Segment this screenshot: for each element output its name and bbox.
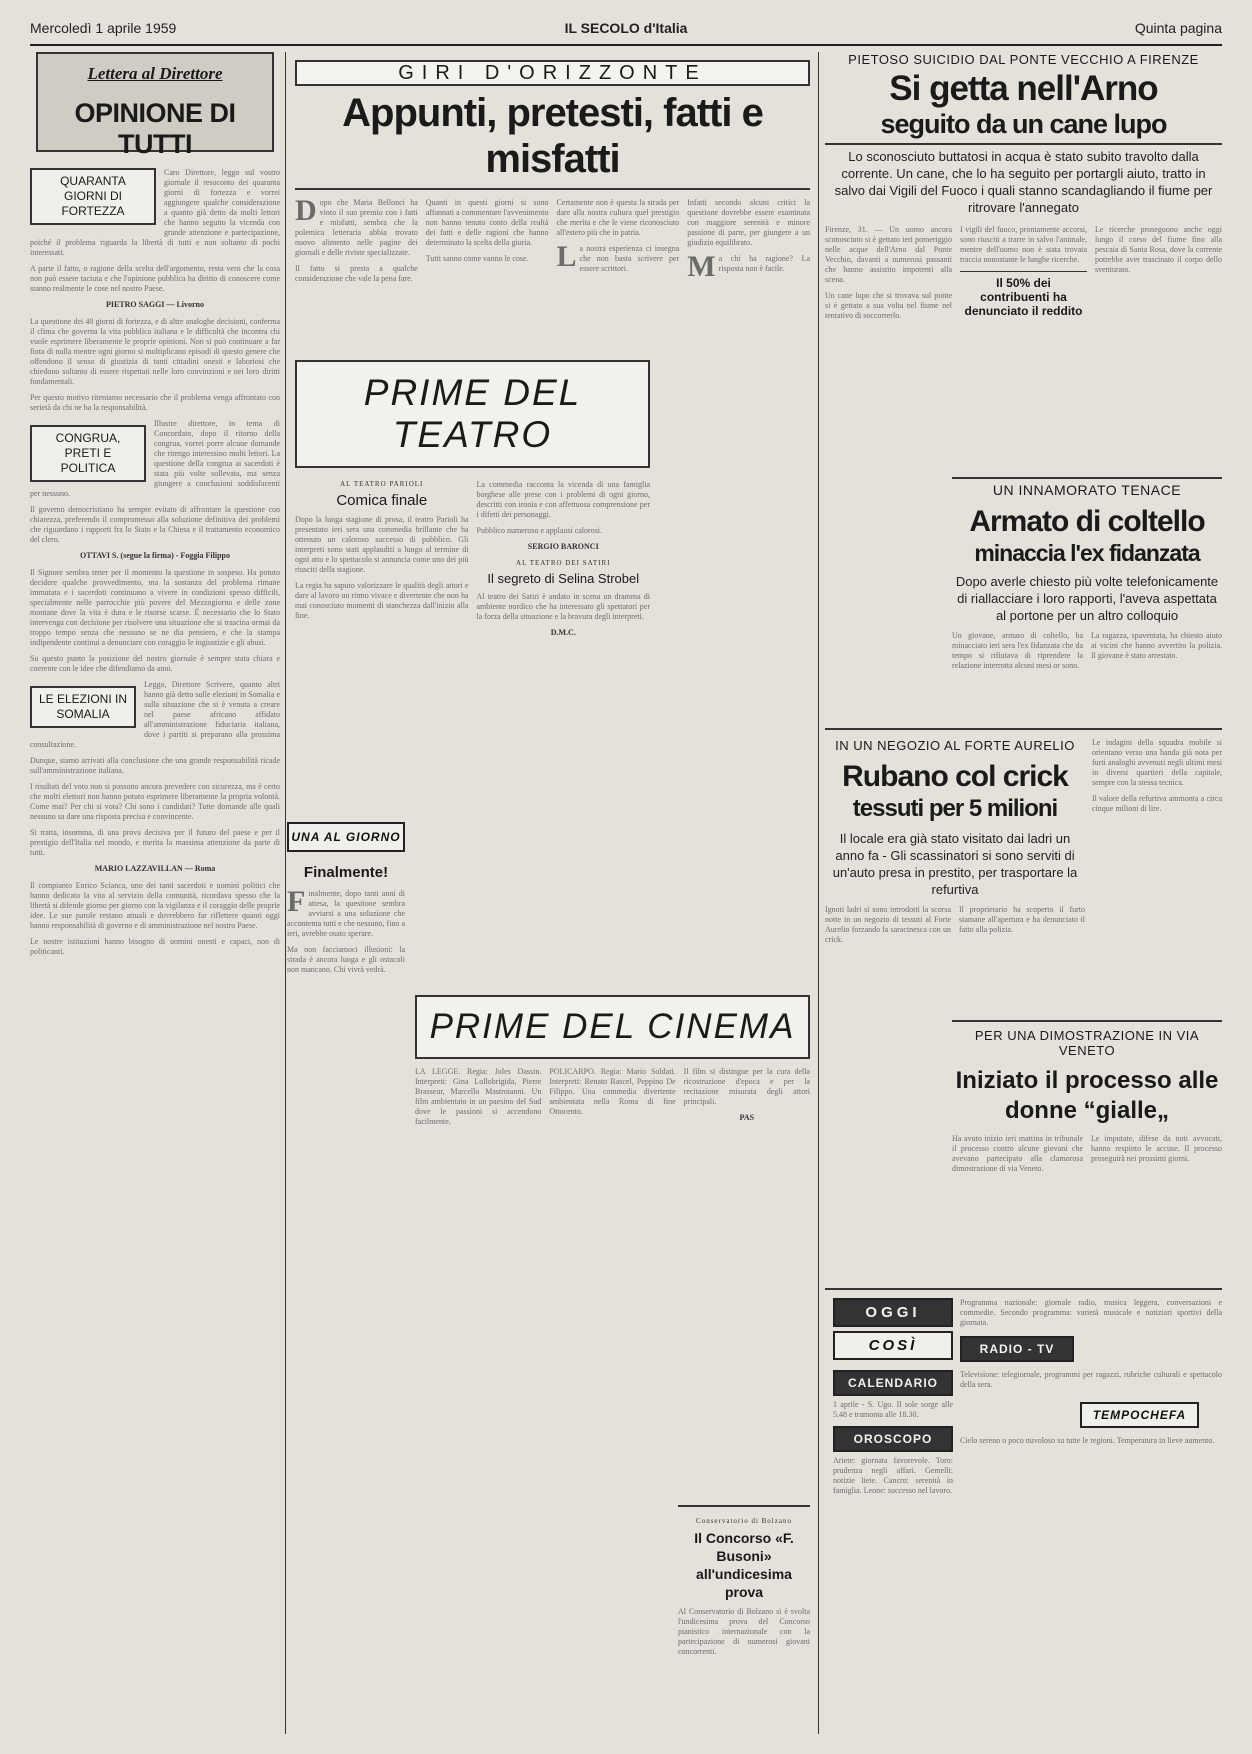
masthead xyxy=(30,14,1222,46)
letter-signature: OTTAVI S. (segue la firma) - Foggia Filippo xyxy=(80,551,230,560)
rubrica-calendario: CALENDARIO xyxy=(833,1370,953,1396)
rubrica-cosi: COSÌ xyxy=(833,1331,953,1360)
coltello-subheadline: minaccia l'ex fidanzata xyxy=(974,540,1200,566)
arno-headline: Si getta nell'Arno xyxy=(889,69,1158,108)
teatro-signature-2: D.M.C. xyxy=(550,628,576,637)
letters-kicker: Lettera al Direttore xyxy=(87,64,223,83)
crick-subheadline: tessuti per 5 milioni xyxy=(852,795,1058,822)
letters-column: Lettera al Direttore OPINIONE DI TUTTI QUARANTA GIORNI DI FORTEZZA Caro Direttore, leggo sul vostro giornale il resoconto dei quaranta giorni di fortezza e vorrei aggiungere qualche considerazione a quanto già detto da molti lettori che hanno seguito la vicenda con grande attenzione e partecipazione, poiché il problema riguarda la libertà di tutti e non soltanto di pochi interessati. A parte il fatto, o ragione della scelta dell'argomento, resta vero che la cosa non può essere taciuta e che l'opinione pubblica ha diritto di conoscere come stanno realmente le cose nel nostro Paese. PIETRO SAGGI — Livorno La questione dei 40 giorni di fortezza, e di altre analoghe decisioni, conferma il clima che governa la vita pubblica italiana e le difficoltà che incontra chi vuole esprimere liberamente le proprie opinioni. Non si può continuare a far finta di nulla mentre ogni giorno si moltiplicano episodi di questo genere che offendono il senso di giustizia di tanti cittadini onesti e laboriosi che chiedono soltanto di essere rispettati nelle loro convinzioni e nei loro diritti fondamentali. Per questo motivo riteniamo necessario che il problema venga affrontato con serietà da chi ne ha la responsabilità. CONGRUA, PRETI E POLITICA Illustre direttore, in tema di Concordato, dopo il ritorno della congrua, vorrei porre alcune domande che ritengo interessino molti lettori. La questione della congrua ai sacerdoti è stata più volte sollevata, ma senza giungere a conclusioni soddisfacenti per nessuno. Il governo democristiano ha sempre evitato di affrontare la questione con chiarezza, preferendo il compromesso alla soluzione definitiva dei problemi che riguardano i rapporti fra lo Stato e la Chiesa e il trattamento economico del clero. OTTAVI S. (segue la firma) - Foggia Filippo Il Signore sembra tener per il momento la questione in sospeso. Ha potuto decidere qualche provvedimento, ma la sostanza del problema rimane immutata e i sacerdoti continuano a vivere in condizioni spesso difficili, specialmente nelle parrocchie più povere del Mezzogiorno e delle zone montane dove la vita è dura e le risorse scarse. È necessario che lo Stato intervenga con decisione per risolvere una situazione che si trascina ormai da troppo tempo senza che nessuno se ne dia pensiero, e che la stampa indipendente continui a denunciare con coraggio le ingiustizie e gli abusi. Su questo punto la posizione del nostro giornale è sempre stata chiara e coerente con le idee che difendiamo da anni. LE ELEZIONI IN SOMALIA Leggo, Direttore Scrivere, quanto altri hanno già detto sulle elezioni in Somalia e sulla situazione che si è venuta a creare nel paese africano affidato all'amministrazione fiduciaria italiana, dove i partiti si preparano alla prossima consultazione. Dunque, siamo arrivati alla conclusione che una grande responsabilità ricade sull'amministrazione italiana. I risultati del voto non si possono ancora prevedere con sicurezza, ma è certo che molti elettori non hanno potuto esprimere liberamente la propria volontà. Come mai? Per chi si vota? Chi sono i candidati? Tutte domande alle quali nessuno sa dare una risposta precisa e convincente. Si tratta, insomma, di una prova decisiva per il futuro del paese e per il prestigio dell'Italia nel mondo, e merita la massima attenzione da parte di tutti. MARIO LAZZAVILLAN — Roma Il compianto Enrico Scianca, uno dei tanti sacerdoti e uomini politici che hanno dedicato la vita al servizio della comunità, ricordava spesso che la libertà si difende giorno per giorno con la vigilanza e il coraggio delle proprie idee. Le sue parole restano attuali e dovrebbero far riflettere quanti oggi hanno responsabilità di governo e di amministrazione nel nostro Paese. Le nostre istituzioni hanno bisogno di uomini onesti e capaci, non di politicanti. xyxy=(30,52,280,1734)
una-al-giorno-headline: Finalmente! xyxy=(303,864,389,881)
rubrica-oggi: OGGI xyxy=(833,1298,953,1327)
letters-header xyxy=(36,52,274,159)
masthead-date: Mercoledì 1 aprile 1959 xyxy=(30,20,177,36)
una-al-giorno-title: UNA AL GIORNO xyxy=(287,822,405,852)
veneto-kicker: PER UNA DIMOSTRAZIONE IN VIA VENETO xyxy=(974,1028,1200,1058)
coltello-kicker: UN INNAMORATO TENACE xyxy=(992,482,1182,498)
letter-signature: PIETRO SAGGI — Livorno xyxy=(105,300,204,309)
letter-box-title: LE ELEZIONI IN SOMALIA xyxy=(30,686,136,728)
cinema-section: PRIME DEL CINEMA LA LEGGE. Regia: Jules Dassin. Interpreti: Gina Lollobrigida, Pierre Brasseur, Marcello Mastroianni. Un film ambientato in un paesino del Sud dove le passioni si accendono facilmente. POLICARPO. Regia: Mario Soldati. Interpreti: Renato Rascel, Peppino De Filippo. Una commedia divertente ambientata nella Roma di fine Ottocento. Il film si distingue per la cura della ricostruzione d'epoca e per la recitazione misurata degli attori principali. PAS xyxy=(415,995,810,1133)
arno-subheadline: seguito da un cane lupo xyxy=(880,109,1167,139)
cinema-signature: PAS xyxy=(739,1113,755,1122)
teatro-venue-2: AL TEATRO DEI SATIRI xyxy=(516,559,611,567)
teatro-play-title-2: Il segreto di Selina Strobel xyxy=(487,571,640,586)
column-rule xyxy=(285,52,286,1734)
giri-band: GIRI D'ORIZZONTE xyxy=(295,60,810,86)
letter-signature: MARIO LAZZAVILLAN — Roma xyxy=(94,864,216,873)
cinema-title: PRIME DEL CINEMA xyxy=(415,995,810,1059)
arno-inner-subhead: Il 50% dei contribuenti ha denunciato il reddito xyxy=(960,271,1087,318)
letter-box-title: CONGRUA, PRETI E POLITICA xyxy=(30,425,146,482)
una-al-giorno-section: UNA AL GIORNO Finalmente! Finalmente, dopo tanti anni di attesa, la questione sembra avviarsi a una soluzione che accontenta tutti e che nessuno, fino a ieri, avrebbe osato sperare. Ma non facciamoci illusioni: la strada è ancora lunga e gli ostacoli non mancano. Chi vivrà vedrà. xyxy=(287,822,405,981)
crick-deck: Il locale era già stato visitato dai ladri un anno fa - Gli scassinatori si sono serviti di un'auto presa in prestito, per trasportare la refurtiva xyxy=(832,831,1078,897)
coltello-section: UN INNAMORATO TENACE Armato di coltello minaccia l'ex fidanzata Dopo averle chiesto più volte telefonicamente di riallacciare i loro rapporti, l'aveva aspettata al portone per un altro colloquio Un giovane, armato di coltello, ha minacciato ieri sera l'ex fidanzata che da tempo si rifiutava di riprendere la relazione interrotta alcuni mesi or sono. La ragazza, spaventata, ha chiesto aiuto ai vicini che hanno avvertito la polizia. Il giovane è stato arrestato. xyxy=(952,482,1222,670)
crick-side-column: Le indagini della squadra mobile si orientano verso una banda già nota per furti analoghi avvenuti negli ultimi mesi in diversi quartieri della capitale, sempre con la stessa tecnica. Il valore della refurtiva ammonta a circa cinque milioni di lire. xyxy=(1092,738,1222,813)
teatro-signature-1: SERGIO BARONCI xyxy=(527,542,599,551)
rubrica-radio-tv: RADIO - TV xyxy=(960,1336,1074,1362)
masthead-paper-name: IL SECOLO d'Italia xyxy=(564,20,688,36)
teatro-play-title-1: Comica finale xyxy=(336,492,428,509)
masthead-page-number: Quinta pagina xyxy=(1134,20,1222,36)
column-rule xyxy=(818,52,819,1734)
veneto-section: PER UNA DIMOSTRAZIONE IN VIA VENETO Iniziato il processo alle donne “gialle„ Ha avuto inizio ieri mattina in tribunale il processo contro alcune giovani che avevano partecipato alla clamorosa dimostrazione di via Veneto. Le imputate, difese da noti avvocati, hanno respinto le accuse. Il processo proseguirà nei prossimi giorni. xyxy=(952,1028,1222,1173)
coltello-headline: Armato di coltello xyxy=(969,505,1205,538)
arno-section: PIETOSO SUICIDIO DAL PONTE VECCHIO A FIRENZE Si getta nell'Arno seguito da un cane lupo Lo sconosciuto buttatosi in acqua è stato subito travolto dalla corrente. Un cane, che lo ha seguito per portargli aiuto, tratto in salvo dai Vigili del Fuoco i quali stanno scandagliando il fiume per ritrovare l'annegato Firenze, 31. — Un uomo ancora sconosciuto si è gettato ieri pomeriggio nelle acque dell'Arno dal Ponte Vecchio, davanti a numerosi passanti che hanno assistito impotenti alla scena. Un cane lupo che si trovava sul ponte si è gettato a sua volta nel fiume nel tentativo di soccorrerlo. I vigili del fuoco, prontamente accorsi, sono riusciti a trarre in salvo l'animale, mentre dell'uomo non è stata trovata traccia nonostante le lunghe ricerche. Il 50% dei contribuenti ha denunciato il reddito Le ricerche proseguono anche oggi lungo il corso del fiume fino alla pescaia di Santa Rosa, dove la corrente potrebbe aver trascinato il corpo dello sventurato. xyxy=(825,52,1222,320)
bolzano-kicker: Conservatorio di Bolzano xyxy=(696,1517,792,1525)
letters-title: OPINIONE DI TUTTI xyxy=(74,98,236,159)
veneto-headline: Iniziato il processo alle donne “gialle„ xyxy=(955,1067,1219,1124)
rubriche-text: Programma nazionale: giornale radio, musica leggera, conversazioni e commedie. Secondo programma: varietà musicale e notiziari sportivi della giornata. RADIO - TV Televisione: telegiornale, programmi per ragazzi, rubriche culturali e spettacolo della sera. TEMPOCHEFA Cielo sereno o poco nuvoloso su tutte le regioni. Temperatura in lieve aumento. xyxy=(960,1298,1222,1445)
crick-section: IN UN NEGOZIO AL FORTE AURELIO Rubano col crick tessuti per 5 milioni Il locale era già stato visitato dai ladri un anno fa - Gli scassinatori si sono serviti di un'auto presa in prestito, per trasportare la refurtiva Ignoti ladri si sono introdotti la scorsa notte in un negozio di tessuti al Forte Aurelio forzando la saracinesca con un crick. Il proprietario ha scoperto il furto stamane all'apertura e ha denunciato il fatto alla polizia. xyxy=(825,738,1085,944)
letter-box-title: QUARANTA GIORNI DI FORTEZZA xyxy=(30,168,156,225)
arno-kicker: PIETOSO SUICIDIO DAL PONTE VECCHIO A FIRENZE xyxy=(848,52,1199,67)
rubrica-oroscopo: OROSCOPO xyxy=(833,1426,953,1452)
crick-headline: Rubano col crick xyxy=(842,760,1068,793)
bolzano-headline: Il Concorso «F. Busoni» all'undicesima prova xyxy=(694,1530,794,1600)
teatro-venue-1: AL TEATRO PARIOLI xyxy=(340,480,424,488)
teatro-section: PRIME DEL TEATRO AL TEATRO PARIOLI Comica finale Dopo la lunga stagione di prosa, il teatro Parioli ha presentato ieri sera una commedia brillante che ha ottenuto un caloroso successo di pubblico. Gli interpreti sono stati applauditi a lungo al termine di ogni atto e lo spettacolo si annuncia come uno dei più riusciti della stagione. La regia ha saputo valorizzare le qualità degli attori e dare al lavoro un ritmo vivace e divertente che non ha mai conosciuto momenti di stanchezza dall'inizio alla fine. La commedia racconta la vicenda di una famiglia borghese alle prese con i problemi di ogni giorno, descritti con ironia e con affettuosa comprensione per i difetti dei personaggi. Pubblico numeroso e applausi calorosi. SERGIO BARONCI AL TEATRO DEI SATIRI Il segreto di Selina Strobel Al teatro dei Satiri è andato in scena un dramma di ambiente nordico che ha interessato gli spettatori per la forza della situazione e la bravura degli interpreti. D.M.C. xyxy=(295,360,650,645)
giri-headline: Appunti, pretesti, fatti e misfatti xyxy=(342,91,763,181)
crick-kicker: IN UN NEGOZIO AL FORTE AURELIO xyxy=(835,738,1075,753)
rubrica-tempochefa: TEMPOCHEFA xyxy=(1080,1402,1199,1428)
giri-orizzonte-section: GIRI D'ORIZZONTE Appunti, pretesti, fatti e misfatti Dopo che Maria Bellonci ha vinto il suo premio con i fatti e misfatti, sembra che la polemica letteraria abbia trovato nuovo alimento nelle pagine dei giornali e delle riviste specializzate. Il fatto si presta a qualche considerazione che vale la pena fare. Quanti in questi giorni si sono affannati a commentare l'avvenimento non hanno tenuto conto della realtà dei fatti e delle ragioni che hanno determinato la scelta della giuria. Tutti sanno come vanno le cose. Certamente non è questa la strada per dare alla nostra cultura quel prestigio che merita e che le viene riconosciuto all'estero più che in patria. La nostra esperienza ci insegna che non basta scrivere per essere scrittori. Infatti secondo alcuni critici la questione dovrebbe essere esaminata con maggiore serenità e minore passione di parte, per giungere a un giudizio equilibrato. Ma chi ha ragione? La risposta non è facile. xyxy=(295,62,810,283)
coltello-deck: Dopo averle chiesto più volte telefonicamente di riallacciare i loro rapporti, l'aveva aspettata al portone per un altro colloquio xyxy=(955,574,1219,623)
teatro-title: PRIME DEL TEATRO xyxy=(295,360,650,468)
arno-deck: Lo sconosciuto buttatosi in acqua è stato subito travolto dalla corrente. Un cane, che lo ha seguito per portargli aiuto, tratto in salvo dai Vigili del Fuoco i quali stanno scandagliando il fiume per ritrovare l'annegato xyxy=(834,149,1213,215)
rubriche-column: OGGI COSÌ CALENDARIO 1 aprile - S. Ugo. Il sole sorge alle 5.48 e tramonta alle 18.30. OROSCOPO Ariete: giornata favorevole. Toro: prudenza negli affari. Gemelli: notizie liete. Cancro: serenità in famiglia. Leone: successo nel lavoro. xyxy=(833,1298,953,1502)
bolzano-section: Conservatorio di Bolzano Il Concorso «F. Busoni» all'undicesima prova Al Conservatorio di Bolzano si è svolta l'undicesima prova del Concorso pianistico internazionale con la partecipazione di numerosi giovani concorrenti. xyxy=(678,1505,810,1663)
